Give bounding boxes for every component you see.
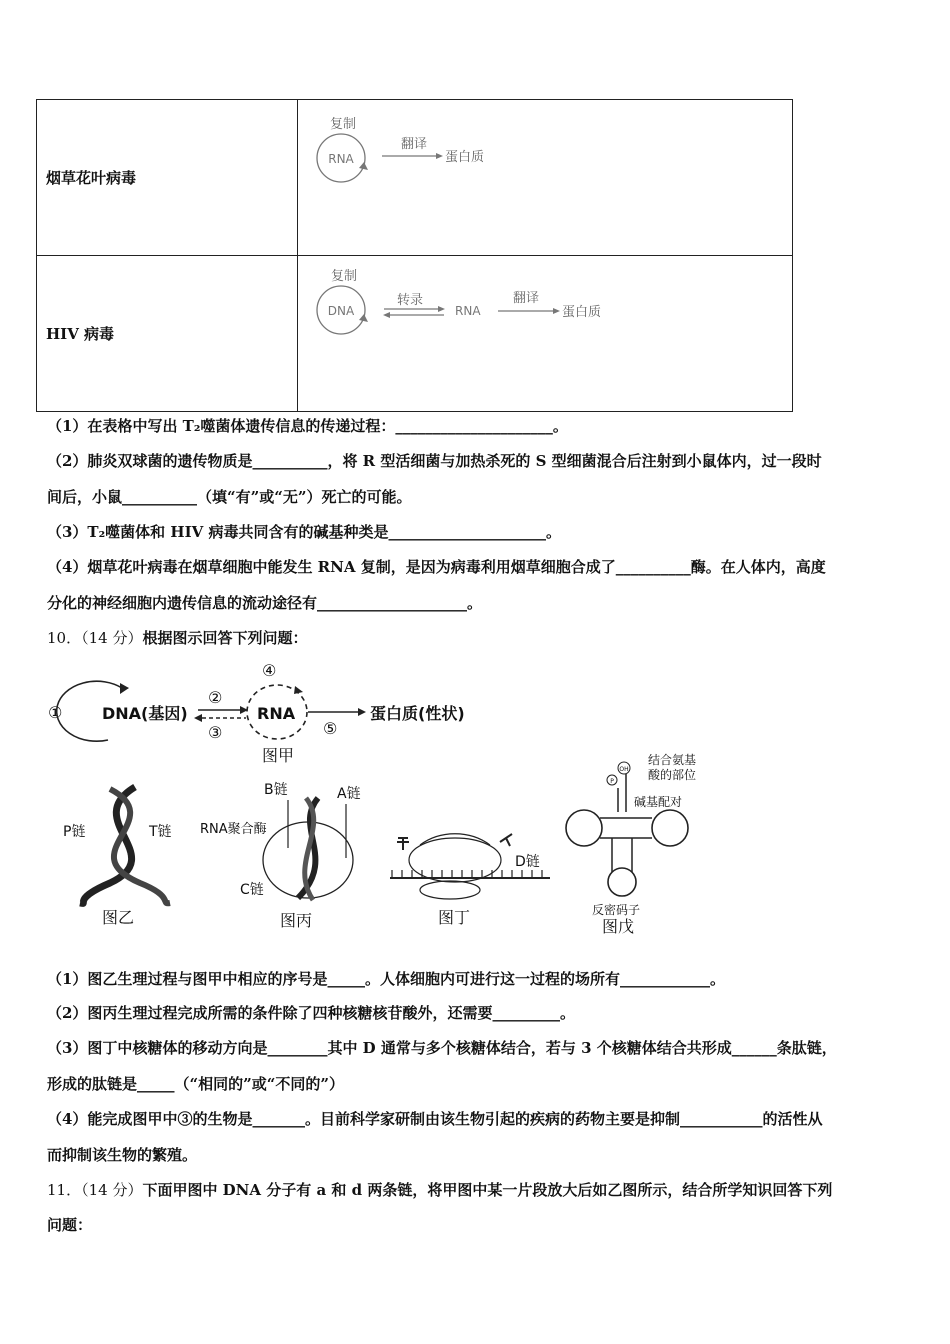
node-protein: 蛋白质: [445, 150, 485, 165]
table-row: [37, 100, 793, 256]
q10-part3-cont: 形成的肽链是_____（“相同的”或“不同的”）: [47, 1075, 345, 1093]
a-chain-label: A链: [337, 786, 361, 802]
row-label: HIV 病毒: [37, 256, 298, 412]
trna-left: [397, 838, 409, 850]
label-3: ③: [208, 723, 223, 742]
p-chain-label: P链: [63, 824, 86, 840]
question-score: （14 分）: [81, 1181, 143, 1199]
replicate-label: 复制: [331, 269, 358, 284]
hiv-flow-diagram: [298, 256, 798, 406]
rna-loop-arrowhead: [294, 686, 303, 694]
d-chain-label: D链: [515, 854, 540, 870]
table-row: [37, 256, 793, 412]
translate-arrowhead: [436, 153, 443, 159]
t-chain-label: T链: [149, 824, 172, 840]
p-label: P: [610, 778, 614, 785]
q10-part1: （1）图乙生理过程与图甲中相应的序号是_____。人体细胞内可进行这一过程的场所有____________。: [47, 970, 725, 988]
arms: [600, 818, 652, 838]
diagram-cell: [298, 256, 793, 412]
q9-part2: （2）肺炎双球菌的遗传物质是__________，将 R 型活细菌与加热杀死的 S 型细菌混合后注射到小鼠体内，过一段时: [47, 452, 822, 470]
question-number: 11．: [47, 1181, 82, 1199]
node-rna: RNA: [328, 152, 354, 166]
ribosome: [409, 838, 501, 882]
node-rna: RNA: [455, 304, 481, 318]
reverse-arrowhead: [383, 312, 390, 318]
anticodon-stem: [612, 838, 632, 872]
q10-part3: （3）图丁中核糖体的移动方向是________其中 D 通常与多个核糖体结合，若与 3 个核糖体结合共形成______条肽链，: [47, 1039, 837, 1057]
loop-arrowhead: [359, 314, 368, 322]
virus-table: [36, 99, 793, 412]
label-4: ④: [262, 661, 277, 680]
trna-right: [500, 834, 512, 846]
question-text: 根据图示回答下列问题：: [142, 629, 308, 647]
question-text: 下面甲图中 DNA 分子有 a 和 d 两条链，将甲图中某一片段放大后如乙图所示，结合所学知识回答下列: [142, 1181, 833, 1199]
q10-stem: [47, 628, 307, 648]
base-pair-label: 碱基配对: [634, 795, 683, 809]
fig-ding-caption: 图丁: [438, 908, 471, 927]
label-2: ②: [208, 688, 223, 707]
dna-gene: DNA(基因): [102, 704, 188, 723]
q10-part2: （2）图丙生理过程完成所需的条件除了四种核糖核苷酸外，还需要_________。: [47, 1004, 575, 1022]
rna-node: RNA: [257, 704, 296, 723]
fig-bing: [198, 778, 378, 938]
translation-arrowhead: [358, 708, 366, 716]
diagram-cell: [298, 100, 793, 256]
transcribe-label: 转录: [397, 293, 424, 308]
q10-part4: （4）能完成图甲中③的生物是_______。目前科学家研制由该生物引起的疾病的药物主要是抑制___________的活性从: [47, 1110, 823, 1128]
reverse-arrowhead: [194, 714, 202, 722]
q9-part4: （4）烟草花叶病毒在烟草细胞中能发生 RNA 复制，是因为病毒利用烟草细胞合成了__________酶。在人体内，高度: [47, 558, 826, 576]
fig-wu: [560, 752, 740, 937]
c-chain-label: C链: [240, 882, 264, 898]
q11-stem-cont: 问题：: [47, 1216, 93, 1234]
loop-arrowhead: [359, 162, 368, 170]
anticodon-loop: [608, 868, 636, 896]
replication-arrowhead: [120, 683, 129, 694]
t-loop: [652, 810, 688, 846]
translate-arrowhead: [553, 308, 560, 314]
tmv-flow-diagram: [298, 100, 798, 250]
q9-part1: （1）在表格中写出 T₂噬菌体遗传信息的传递过程：_____________________。: [47, 417, 568, 435]
fig-jia-caption: 图甲: [262, 746, 295, 765]
rna-polymerase-label: RNA聚合酶: [200, 822, 267, 837]
small-subunit: [420, 881, 480, 899]
question-number: 10．: [47, 629, 82, 647]
translate-label: 翻译: [401, 137, 428, 152]
translate-label: 翻译: [513, 291, 540, 306]
movement-arrow: [420, 834, 490, 845]
fig-wu-caption: 图戊: [602, 917, 635, 936]
fig-jia: [40, 658, 500, 766]
fig-ding: [380, 820, 560, 935]
transcribe-arrowhead: [438, 306, 445, 312]
replicate-label: 复制: [330, 117, 357, 132]
label-1: ①: [48, 703, 63, 722]
oh-label: OH: [619, 766, 629, 773]
label-5: ⑤: [323, 719, 338, 738]
question-score: （14 分）: [81, 629, 143, 647]
q9-part4-cont: 分化的神经细胞内遗传信息的流动途径有____________________。: [47, 594, 483, 612]
node-dna: DNA: [327, 304, 355, 318]
fig-yi-caption: 图乙: [102, 908, 135, 927]
node-protein: 蛋白质: [562, 305, 602, 320]
fig-bing-caption: 图丙: [280, 911, 313, 930]
b-chain-label: B链: [264, 782, 288, 798]
q9-part3: （3）T₂噬菌体和 HIV 病毒共同含有的碱基种类是_____________________。: [47, 523, 561, 541]
anticodon-label: 反密码子: [592, 903, 641, 917]
acceptor-stem: [618, 774, 626, 812]
fig-yi: [50, 775, 200, 935]
q9-part2-cont: 间后，小鼠__________（填“有”或“无”）死亡的可能。: [47, 488, 412, 506]
amino-site-label-2: 酸的部位: [648, 768, 697, 782]
protein-trait: 蛋白质(性状): [370, 704, 465, 723]
amino-site-label-1: 结合氨基: [648, 753, 697, 767]
row-label: 烟草花叶病毒: [37, 100, 298, 256]
d-loop: [566, 810, 602, 846]
q10-part4-cont: 而抑制该生物的繁殖。: [47, 1146, 198, 1164]
q11-stem: [47, 1180, 832, 1200]
